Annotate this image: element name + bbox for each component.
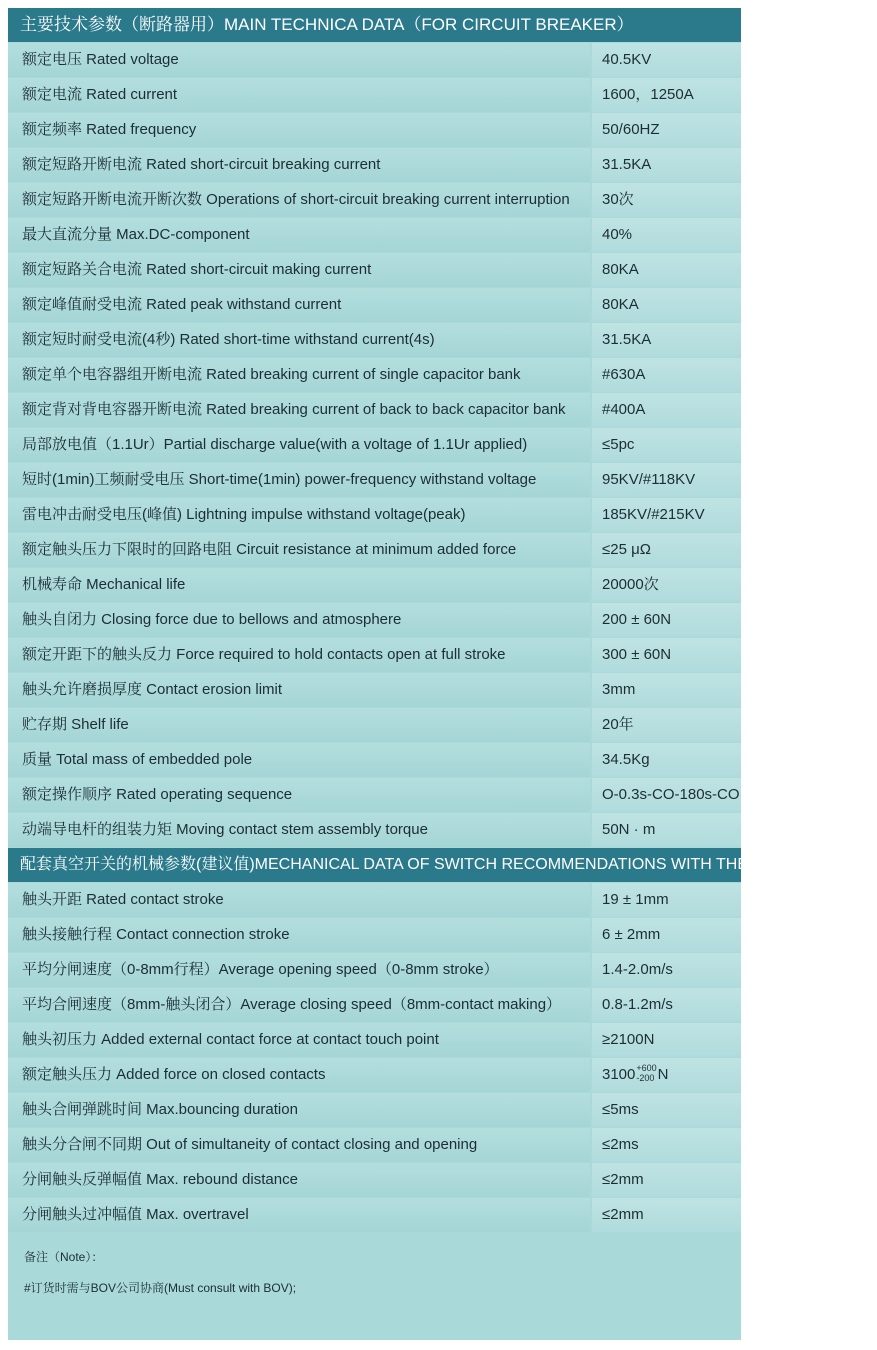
parameter-label: 局部放电值（1.1Ur）Partial discharge value(with a voltage of 1.1Ur applied) bbox=[8, 428, 590, 462]
section-title-mechanical-data: 配套真空开关的机械参数(建议值)MECHANICAL DATA OF SWITCH RECOMMENDATIONS WITH THE INTERRUPTERS bbox=[8, 848, 741, 882]
table-row bbox=[8, 113, 741, 147]
parameter-value: 50N · m bbox=[592, 813, 741, 847]
table-row bbox=[8, 43, 741, 77]
parameter-value: 31.5KA bbox=[592, 323, 741, 357]
table-row bbox=[8, 358, 741, 392]
parameter-value: 3mm bbox=[592, 673, 741, 707]
table-row bbox=[8, 708, 741, 742]
parameter-label: 额定电流 Rated current bbox=[8, 78, 590, 112]
parameter-label: 额定短路关合电流 Rated short-circuit making current bbox=[8, 253, 590, 287]
parameter-label: 额定触头压力 Added force on closed contacts bbox=[8, 1058, 590, 1092]
parameter-label: 短时(1min)工频耐受电压 Short-time(1min) power-frequency withstand voltage bbox=[8, 463, 590, 497]
parameter-label: 雷电冲击耐受电压(峰值) Lightning impulse withstand voltage(peak) bbox=[8, 498, 590, 532]
parameter-label: 触头开距 Rated contact stroke bbox=[8, 883, 590, 917]
parameter-label: 额定短路开断电流开断次数 Operations of short-circuit breaking current interruption bbox=[8, 183, 590, 217]
parameter-label: 质量 Total mass of embedded pole bbox=[8, 743, 590, 777]
parameter-value: 300 ± 60N bbox=[592, 638, 741, 672]
table-row bbox=[8, 1198, 741, 1232]
parameter-value: 34.5Kg bbox=[592, 743, 741, 777]
parameter-label: 分闸触头过冲幅值 Max. overtravel bbox=[8, 1198, 590, 1232]
parameter-label: 平均合闸速度（8mm-触头闭合）Average closing speed（8mm-contact making） bbox=[8, 988, 590, 1022]
table-row bbox=[8, 428, 741, 462]
parameter-label: 额定触头压力下限时的回路电阻 Circuit resistance at minimum added force bbox=[8, 533, 590, 567]
parameter-value: 19 ± 1mm bbox=[592, 883, 741, 917]
parameter-value: 80KA bbox=[592, 253, 741, 287]
parameter-label: 触头分合闸不同期 Out of simultaneity of contact closing and opening bbox=[8, 1128, 590, 1162]
tolerance-lower: -200 bbox=[636, 1073, 655, 1084]
parameter-label: 触头初压力 Added external contact force at contact touch point bbox=[8, 1023, 590, 1057]
parameter-label: 最大直流分量 Max.DC-component bbox=[8, 218, 590, 252]
table-row bbox=[8, 1093, 741, 1127]
parameter-label: 额定开距下的触头反力 Force required to hold contacts open at full stroke bbox=[8, 638, 590, 672]
parameter-value: 20年 bbox=[592, 708, 741, 742]
spec-sheet bbox=[8, 8, 877, 1340]
table-row bbox=[8, 218, 741, 252]
parameter-value: ≤5pc bbox=[592, 428, 741, 462]
table-row bbox=[8, 498, 741, 532]
parameter-value: ≤2mm bbox=[592, 1198, 741, 1232]
parameter-label: 额定操作顺序 Rated operating sequence bbox=[8, 778, 590, 812]
parameter-value bbox=[592, 1058, 741, 1092]
parameter-value: 185KV/#215KV bbox=[592, 498, 741, 532]
value-base: 3100 bbox=[602, 1066, 636, 1083]
parameter-label: 额定短时耐受电流(4秒) Rated short-time withstand current(4s) bbox=[8, 323, 590, 357]
parameter-value: 6 ± 2mm bbox=[592, 918, 741, 952]
parameter-label: 触头合闸弹跳时间 Max.bouncing duration bbox=[8, 1093, 590, 1127]
table-row bbox=[8, 1023, 741, 1057]
table-row bbox=[8, 463, 741, 497]
table-row bbox=[8, 393, 741, 427]
table-row bbox=[8, 1163, 741, 1197]
section-title-main-technical-data: 主要技术参数（断路器用）MAIN TECHNICA DATA（FOR CIRCUIT BREAKER） bbox=[8, 8, 741, 42]
note-line: #订货时需与BOV公司协商(Must consult with BOV); bbox=[24, 1281, 297, 1295]
parameter-label: 额定单个电容器组开断电流 Rated breaking current of single capacitor bank bbox=[8, 358, 590, 392]
table-row bbox=[8, 323, 741, 357]
parameter-value: 95KV/#118KV bbox=[592, 463, 741, 497]
parameter-value: 80KA bbox=[592, 288, 741, 322]
parameter-value: ≤2mm bbox=[592, 1163, 741, 1197]
parameter-value: 200 ± 60N bbox=[592, 603, 741, 637]
table-row bbox=[8, 288, 741, 322]
table-row bbox=[8, 778, 741, 812]
parameter-value: ≥2100N bbox=[592, 1023, 741, 1057]
parameter-label: 平均分闸速度（0-8mm行程）Average opening speed（0-8mm stroke） bbox=[8, 953, 590, 987]
table-row bbox=[8, 603, 741, 637]
parameter-label: 触头接触行程 Contact connection stroke bbox=[8, 918, 590, 952]
table-row bbox=[8, 953, 741, 987]
table-row bbox=[8, 183, 741, 217]
tolerance bbox=[636, 1063, 656, 1083]
parameter-value: ≤25 μΩ bbox=[592, 533, 741, 567]
table-row bbox=[8, 673, 741, 707]
table-row bbox=[8, 1128, 741, 1162]
parameter-label: 额定背对背电容器开断电流 Rated breaking current of back to back capacitor bank bbox=[8, 393, 590, 427]
tolerance-upper: +600 bbox=[636, 1063, 657, 1074]
parameter-value: #630A bbox=[592, 358, 741, 392]
table-row bbox=[8, 1058, 741, 1092]
parameter-value: #400A bbox=[592, 393, 741, 427]
table-row bbox=[8, 253, 741, 287]
parameter-label: 额定频率 Rated frequency bbox=[8, 113, 590, 147]
parameter-value: 31.5KA bbox=[592, 148, 741, 182]
parameter-value: 1600，1250A bbox=[592, 78, 741, 112]
table-row bbox=[8, 743, 741, 777]
parameter-value: 0.8-1.2m/s bbox=[592, 988, 741, 1022]
table-row bbox=[8, 638, 741, 672]
parameter-value: O-0.3s-CO-180s-CO bbox=[592, 778, 741, 812]
parameter-value: 20000次 bbox=[592, 568, 741, 602]
parameter-value: 50/60HZ bbox=[592, 113, 741, 147]
parameter-label: 额定电压 Rated voltage bbox=[8, 43, 590, 77]
parameter-value: ≤2ms bbox=[592, 1128, 741, 1162]
parameter-value: ≤5ms bbox=[592, 1093, 741, 1127]
table-row bbox=[8, 918, 741, 952]
table-row bbox=[8, 78, 741, 112]
parameter-value: 30次 bbox=[592, 183, 741, 217]
parameter-label: 触头自闭力 Closing force due to bellows and atmosphere bbox=[8, 603, 590, 637]
parameter-label: 贮存期 Shelf life bbox=[8, 708, 590, 742]
parameter-label: 动端导电杆的组装力矩 Moving contact stem assembly torque bbox=[8, 813, 590, 847]
table-row bbox=[8, 988, 741, 1022]
parameter-label: 分闸触头反弹幅值 Max. rebound distance bbox=[8, 1163, 590, 1197]
parameter-value: 40% bbox=[592, 218, 741, 252]
parameter-value: 1.4-2.0m/s bbox=[592, 953, 741, 987]
table-row bbox=[8, 813, 741, 847]
table-row bbox=[8, 533, 741, 567]
table-row bbox=[8, 883, 741, 917]
parameter-label: 机械寿命 Mechanical life bbox=[8, 568, 590, 602]
value-unit: N bbox=[657, 1066, 669, 1083]
table-row bbox=[8, 568, 741, 602]
parameter-value: 40.5KV bbox=[592, 43, 741, 77]
parameter-label: 额定峰值耐受电流 Rated peak withstand current bbox=[8, 288, 590, 322]
parameter-label: 触头允许磨损厚度 Contact erosion limit bbox=[8, 673, 590, 707]
parameter-label: 额定短路开断电流 Rated short-circuit breaking current bbox=[8, 148, 590, 182]
note-title: 备注（Note）： bbox=[24, 1250, 104, 1264]
table-row bbox=[8, 148, 741, 182]
